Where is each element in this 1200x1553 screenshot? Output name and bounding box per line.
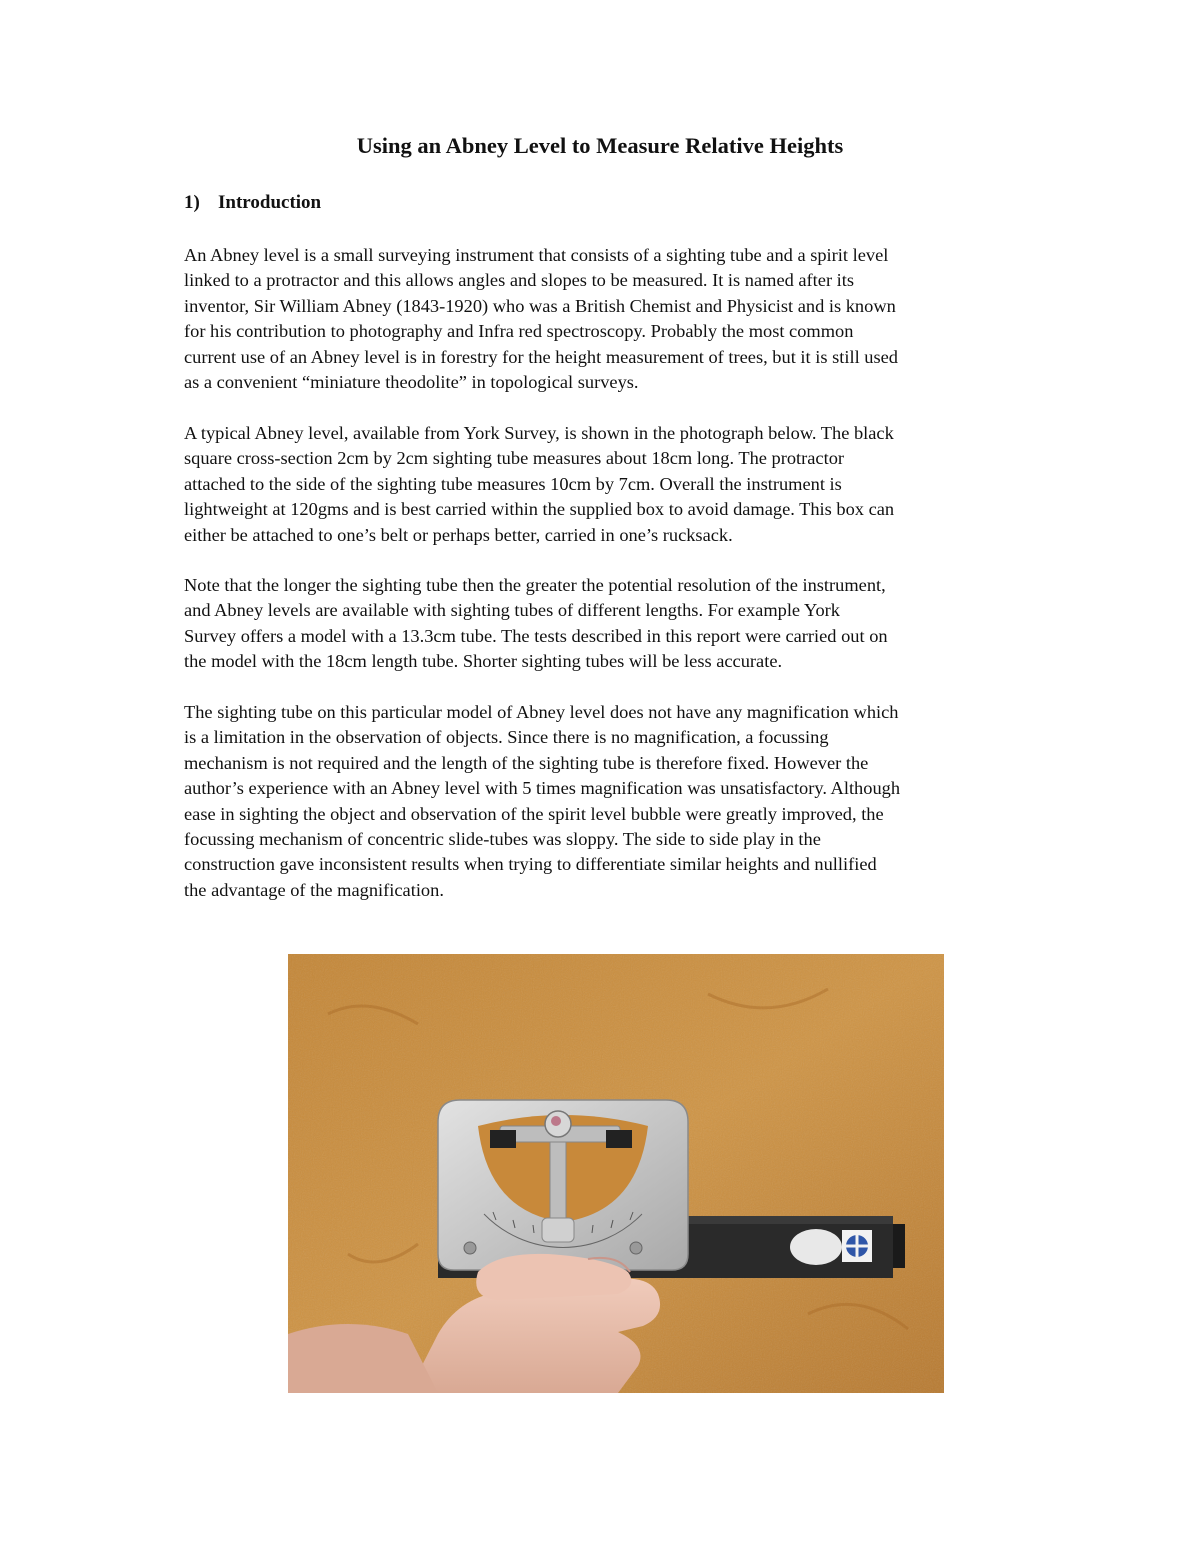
text-line: square cross-section 2cm by 2cm sighting tube measures about 18cm long. The protractor (184, 448, 845, 469)
text-line: ease in sighting the object and observation of the spirit level bubble were greatly improved, the (184, 803, 884, 824)
abney-level-illustration (288, 954, 944, 1393)
paragraph-4 (184, 700, 1064, 903)
protractor (438, 1100, 688, 1270)
text-line: An Abney level is a small surveying instrument that consists of a sighting tube and a spirit level (184, 245, 889, 265)
text-line: focussing mechanism of concentric slide-tubes was sloppy. The side to side play in the (184, 829, 821, 850)
text-line: A typical Abney level, available from York Survey, is shown in the photograph below. The black (184, 423, 894, 443)
text-line: Survey offers a model with a 13.3cm tube. The tests described in this report were carried out on (184, 625, 888, 646)
text-line: construction gave inconsistent results when trying to differentiate similar heights and nullified (184, 854, 877, 875)
text-line: attached to the side of the sighting tube measures 10cm by 7cm. Overall the instrument is (184, 473, 842, 494)
section-title: Introduction (218, 192, 322, 213)
paragraph-1 (184, 243, 1064, 395)
paragraph-2 (184, 421, 1064, 548)
text-line: either be attached to one’s belt or perhaps better, carried in one’s rucksack. (184, 524, 733, 545)
paragraph-3 (184, 573, 1064, 675)
text-line: is a limitation in the observation of objects. Since there is no magnification, a focussing (184, 727, 829, 748)
section-number: 1) (184, 192, 200, 213)
text-line: the model with the 18cm length tube. Shorter sighting tubes will be less accurate. (184, 651, 783, 672)
text-line: as a convenient “miniature theodolite” in topological surveys. (184, 372, 639, 393)
abney-level-photo (288, 954, 944, 1393)
text-line: current use of an Abney level is in forestry for the height measurement of trees, but it is still used (184, 346, 898, 367)
text-line: and Abney levels are available with sighting tubes of different lengths. For example York (184, 600, 840, 621)
text-line: for his contribution to photography and Infra red spectroscopy. Probably the most common (184, 321, 854, 342)
spirit-level-window (790, 1229, 842, 1265)
page-title: Using an Abney Level to Measure Relative Heights (356, 133, 844, 158)
text-line: author’s experience with an Abney level with 5 times magnification was unsatisfactory. Although (184, 778, 901, 799)
text-line: inventor, Sir William Abney (1843-1920) who was a British Chemist and Physicist and is known (184, 295, 896, 316)
text-line: Note that the longer the sighting tube then the greater the potential resolution of the instrument, (184, 575, 886, 595)
section-heading (184, 192, 321, 214)
text-line: lightweight at 120gms and is best carried within the supplied box to avoid damage. This box can (184, 499, 895, 520)
text-line: mechanism is not required and the length of the sighting tube is therefore fixed. However the (184, 752, 869, 773)
text-line: linked to a protractor and this allows angles and slopes to be measured. It is named after its (184, 270, 855, 291)
text-line: The sighting tube on this particular model of Abney level does not have any magnification which (184, 702, 899, 722)
text-line: the advantage of the magnification. (184, 879, 444, 900)
